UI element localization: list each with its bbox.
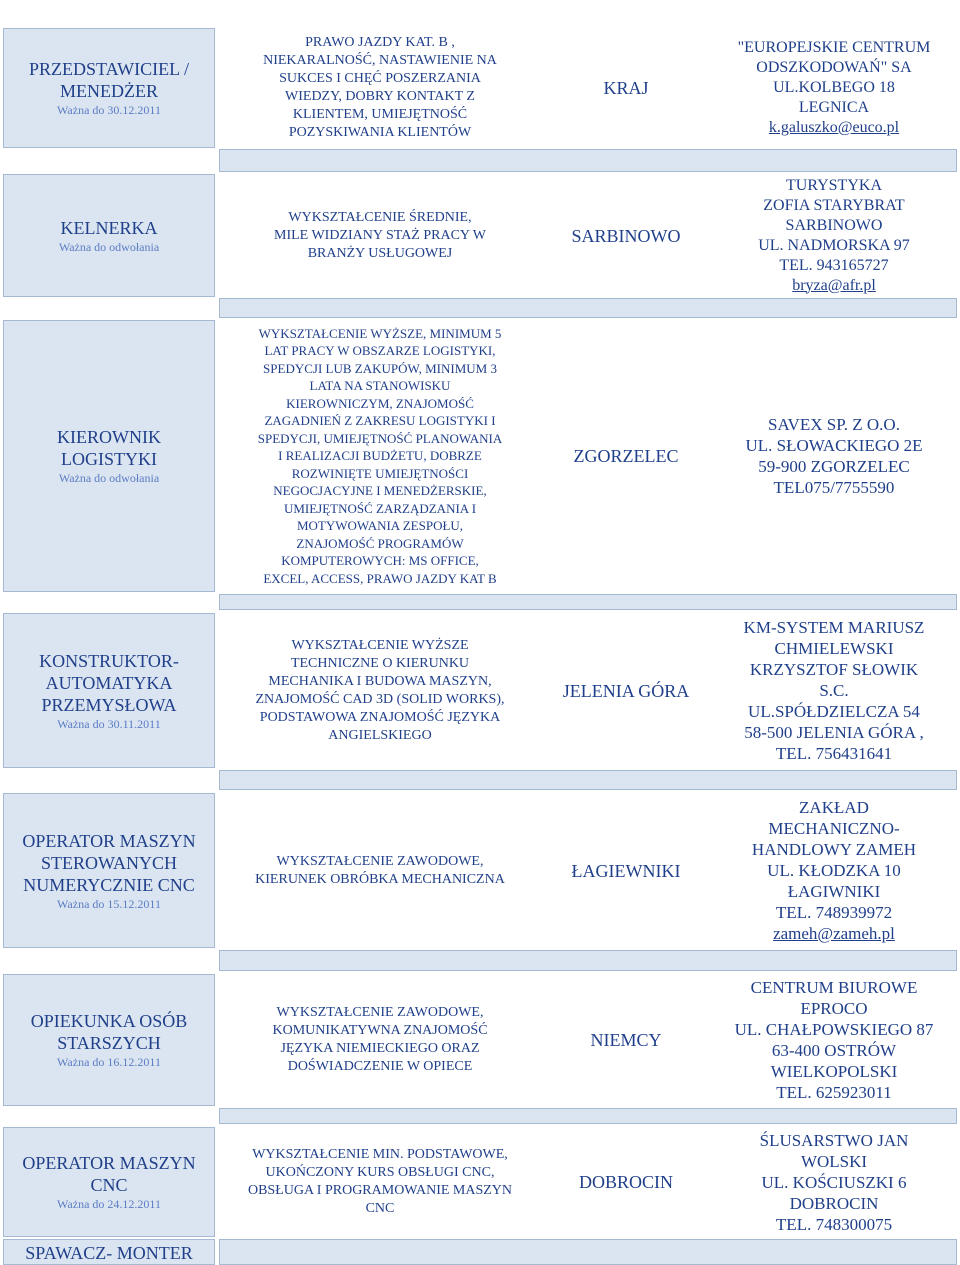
employer-line: UL. SŁOWACKIEGO 2E <box>745 436 923 455</box>
place-cell <box>545 793 707 948</box>
validity-date: Ważna do 15.12.2011 <box>57 896 161 911</box>
requirements-line: OBSŁUGA I PROGRAMOWANIE MASZYN <box>247 1183 513 1198</box>
requirements-line: ROZWINIĘTE UMIEJĘTNOŚCI <box>291 465 469 481</box>
work-place: NIEMCY <box>590 1030 662 1050</box>
requirements-line: ANGIELSKIEGO <box>328 727 432 743</box>
employer-line: 63-400 OSTRÓW <box>771 1041 897 1060</box>
requirements-line: SPEDYCJI LUB ZAKUPÓW, MINIMUM 3 <box>263 360 497 376</box>
employer-line: ZOFIA STARYBRAT <box>763 196 905 214</box>
employer-line: EPROCO <box>800 999 868 1018</box>
place-cell <box>545 28 707 148</box>
row-separator <box>219 594 957 610</box>
row-separator <box>219 950 957 971</box>
employer-line: SARBINOWO <box>785 216 883 234</box>
employer-line: UL. KŁODZKA 10 <box>767 861 901 880</box>
employer-line: CENTRUM BIUROWE <box>750 978 918 997</box>
row-separator <box>219 1239 957 1265</box>
requirements-line: SUKCES I CHĘĆ POSZERZANIA <box>279 71 481 86</box>
requirements-line: PRAWO JAZDY KAT. B , <box>305 35 455 50</box>
employer-line: S.C. <box>819 681 849 700</box>
requirements-line: UMIEJĘTNOŚĆ ZARZĄDZANIA I <box>283 500 477 516</box>
requirements-line: WYKSZTAŁCENIE ZAWODOWE, <box>276 853 484 869</box>
validity-date: Ważna do 30.11.2011 <box>57 716 161 731</box>
position-cell <box>3 1127 215 1237</box>
place-cell <box>545 1127 707 1237</box>
employer-line: WIELKOPOLSKI <box>770 1062 898 1081</box>
employer-line: DOBROCIN <box>789 1193 879 1213</box>
requirements-line: KLIENTEM, UMIEJĘTNOŚĆ <box>292 107 468 122</box>
employer-cell <box>711 974 957 1106</box>
requirements-cell <box>219 28 541 148</box>
employer-line: TEL. 943165727 <box>779 256 889 274</box>
requirements-cell <box>219 174 541 297</box>
employer-line: SAVEX SP. Z O.O. <box>768 415 900 434</box>
requirements-line: NEGOCJACYJNE I MENEDŻERSKIE, <box>273 483 487 499</box>
requirements-line: MILE WIDZIANY STAŻ PRACY W <box>274 227 486 243</box>
requirements-line: WYKSZTAŁCENIE WYŻSZE <box>291 637 469 653</box>
row-separator <box>219 298 957 318</box>
requirements-line: SPEDYCJI, UMIEJĘTNOŚĆ PLANOWANIA <box>257 430 503 446</box>
requirements-cell <box>219 320 541 592</box>
employer-cell <box>711 28 957 148</box>
employer-line: MECHANICZNO- <box>768 819 900 838</box>
work-place: ŁAGIEWNIKI <box>571 860 681 881</box>
place-cell <box>545 320 707 592</box>
position-cell <box>3 613 215 768</box>
position-cell <box>3 793 215 948</box>
position-cell <box>3 1239 215 1265</box>
position-title-line: AUTOMATYKA <box>45 672 173 693</box>
position-title-line: SPAWACZ- MONTER <box>25 1243 193 1263</box>
row-separator <box>219 1108 957 1124</box>
employer-line: ŁAGIWNIKI <box>787 882 881 901</box>
validity-date: Ważna do 30.12.2011 <box>57 103 161 117</box>
position-title-line: OPERATOR MASZYN <box>22 1153 196 1173</box>
employer-cell <box>711 320 957 592</box>
position-title-line: OPERATOR MASZYN <box>22 830 196 851</box>
requirements-line: UKOŃCZONY KURS OBSŁUGI CNC, <box>265 1165 495 1180</box>
requirements-line: TECHNICZNE O KIERUNKU <box>290 655 470 671</box>
position-cell <box>3 320 215 592</box>
requirements-line: MOTYWOWANIA ZESPOŁU, <box>296 518 464 534</box>
work-place: SARBINOWO <box>571 225 681 246</box>
place-cell <box>545 613 707 768</box>
requirements-cell <box>219 1127 541 1237</box>
requirements-line: DOŚWIADCZENIE W OPIECE <box>287 1059 473 1074</box>
requirements-line: KIEROWNICZYM, ZNAJOMOŚĆ <box>286 395 474 411</box>
employer-line: TURYSTYKA <box>785 176 882 194</box>
employer-line: TEL. 756431641 <box>775 744 893 763</box>
position-title-line: OPIEKUNKA OSÓB <box>30 1011 188 1031</box>
employer-email-link[interactable]: bryza@afr.pl <box>792 276 876 294</box>
employer-cell <box>711 174 957 297</box>
validity-date: Ważna do 16.12.2011 <box>57 1055 161 1069</box>
employer-line: TEL075/7755590 <box>773 478 895 497</box>
employer-line: HANDLOWY ZAMEH <box>751 840 917 859</box>
work-place: ZGORZELEC <box>573 446 679 466</box>
employer-line: ZAKŁAD <box>799 798 869 817</box>
position-title-line: PRZEMYSŁOWA <box>41 694 177 715</box>
validity-date: Ważna do odwołania <box>58 239 160 254</box>
row-separator <box>219 149 957 172</box>
requirements-line: LATA NA STANOWISKU <box>309 378 451 394</box>
requirements-line: JĘZYKA NIEMIECKIEGO ORAZ <box>280 1041 480 1056</box>
employer-line: ODSZKODOWAŃ" SA <box>756 59 912 76</box>
requirements-line: EXCEL, ACCESS, PRAWO JAZDY KAT B <box>263 570 497 586</box>
employer-line: TEL. 748300075 <box>775 1214 893 1234</box>
employer-line: TEL. 625923011 <box>776 1083 892 1102</box>
position-title-line: LOGISTYKI <box>61 449 157 469</box>
employer-line: UL. NADMORSKA 97 <box>758 236 910 254</box>
employer-line: UL. KOŚCIUSZKI 6 <box>761 1172 907 1192</box>
position-title-line: KELNERKA <box>60 217 158 238</box>
employer-line: TEL. 748939972 <box>775 903 893 922</box>
employer-email-link[interactable]: k.galuszko@euco.pl <box>768 119 900 136</box>
position-title-line: STEROWANYCH <box>40 852 177 873</box>
requirements-line: ZNAJOMOŚĆ CAD 3D (SOLID WORKS), <box>255 691 505 707</box>
requirements-line: WYKSZTAŁCENIE MIN. PODSTAWOWE, <box>252 1147 508 1162</box>
requirements-line: CNC <box>365 1201 395 1216</box>
position-title-line: KIEROWNIK <box>57 427 161 447</box>
requirements-line: PODSTAWOWA ZNAJOMOŚĆ JĘZYKA <box>259 709 501 725</box>
position-cell <box>3 174 215 297</box>
requirements-line: MECHANIKA I BUDOWA MASZYN, <box>268 673 492 689</box>
requirements-line: KOMPUTEROWYCH: MS OFFICE, <box>281 553 479 569</box>
requirements-line: WIEDZY, DOBRY KONTAKT Z <box>285 89 475 104</box>
employer-line: "EUROPEJSKIE CENTRUM <box>737 39 931 56</box>
employer-line: CHMIELEWSKI <box>774 639 894 658</box>
position-cell <box>3 974 215 1106</box>
employer-line: 58-500 JELENIA GÓRA , <box>744 723 924 742</box>
employer-line: UL. CHAŁPOWSKIEGO 87 <box>734 1020 934 1039</box>
requirements-line: KOMUNIKATYWNA ZNAJOMOŚĆ <box>272 1023 488 1038</box>
position-title-line: KONSTRUKTOR- <box>39 650 179 671</box>
employer-line: KM-SYSTEM MARIUSZ <box>743 618 925 637</box>
requirements-cell <box>219 974 541 1106</box>
validity-date: Ważna do 24.12.2011 <box>57 1197 161 1211</box>
work-place: KRAJ <box>603 78 649 98</box>
requirements-line: BRANŻY USŁUGOWEJ <box>307 245 453 261</box>
employer-line: KRZYSZTOF SŁOWIK <box>749 660 919 679</box>
employer-line: ŚLUSARSTWO JAN <box>759 1130 909 1150</box>
employer-line: WOLSKI <box>800 1151 868 1171</box>
employer-line: LEGNICA <box>798 99 870 116</box>
validity-date: Ważna do odwołania <box>58 471 160 485</box>
requirements-cell <box>219 793 541 948</box>
position-title-line: MENEDŻER <box>60 81 158 101</box>
work-place: JELENIA GÓRA <box>562 680 690 701</box>
requirements-line: POZYSKIWANIA KLIENTÓW <box>288 125 472 140</box>
position-cell <box>3 28 215 148</box>
position-title-line: NUMERYCZNIE CNC <box>23 874 195 895</box>
requirements-cell <box>219 613 541 768</box>
requirements-line: WYKSZTAŁCENIE ŚREDNIE, <box>288 209 472 225</box>
requirements-line: NIEKARALNOŚĆ, NASTAWIENIE NA <box>263 53 497 68</box>
place-cell <box>545 974 707 1106</box>
employer-cell <box>711 613 957 768</box>
position-title-line: STARSZYCH <box>57 1033 161 1053</box>
requirements-line: KIERUNEK OBRÓBKA MECHANICZNA <box>255 871 505 887</box>
place-cell <box>545 174 707 297</box>
employer-email-link[interactable]: zameh@zameh.pl <box>773 924 895 943</box>
requirements-line: ZAGADNIEŃ Z ZAKRESU LOGISTYKI I <box>264 413 496 429</box>
requirements-line: ZNAJOMOŚĆ PROGRAMÓW <box>296 535 464 551</box>
employer-line: UL.SPÓŁDZIELCZA 54 <box>748 702 920 721</box>
employer-cell <box>711 1127 957 1237</box>
employer-line: UL.KOLBEGO 18 <box>773 79 895 96</box>
requirements-line: I REALIZACJI BUDŻETU, DOBRZE <box>278 448 482 464</box>
row-separator <box>219 770 957 790</box>
requirements-line: WYKSZTAŁCENIE ZAWODOWE, <box>276 1005 484 1020</box>
position-title-line: PRZEDSTAWICIEL / <box>29 59 189 79</box>
requirements-line: LAT PRACY W OBSZARZE LOGISTYKI, <box>264 343 496 359</box>
work-place: DOBROCIN <box>578 1172 673 1192</box>
requirements-line: WYKSZTAŁCENIE WYŻSZE, MINIMUM 5 <box>258 325 502 341</box>
employer-line: 59-900 ZGORZELEC <box>758 457 910 476</box>
employer-cell <box>711 793 957 948</box>
position-title-line: CNC <box>90 1175 128 1195</box>
